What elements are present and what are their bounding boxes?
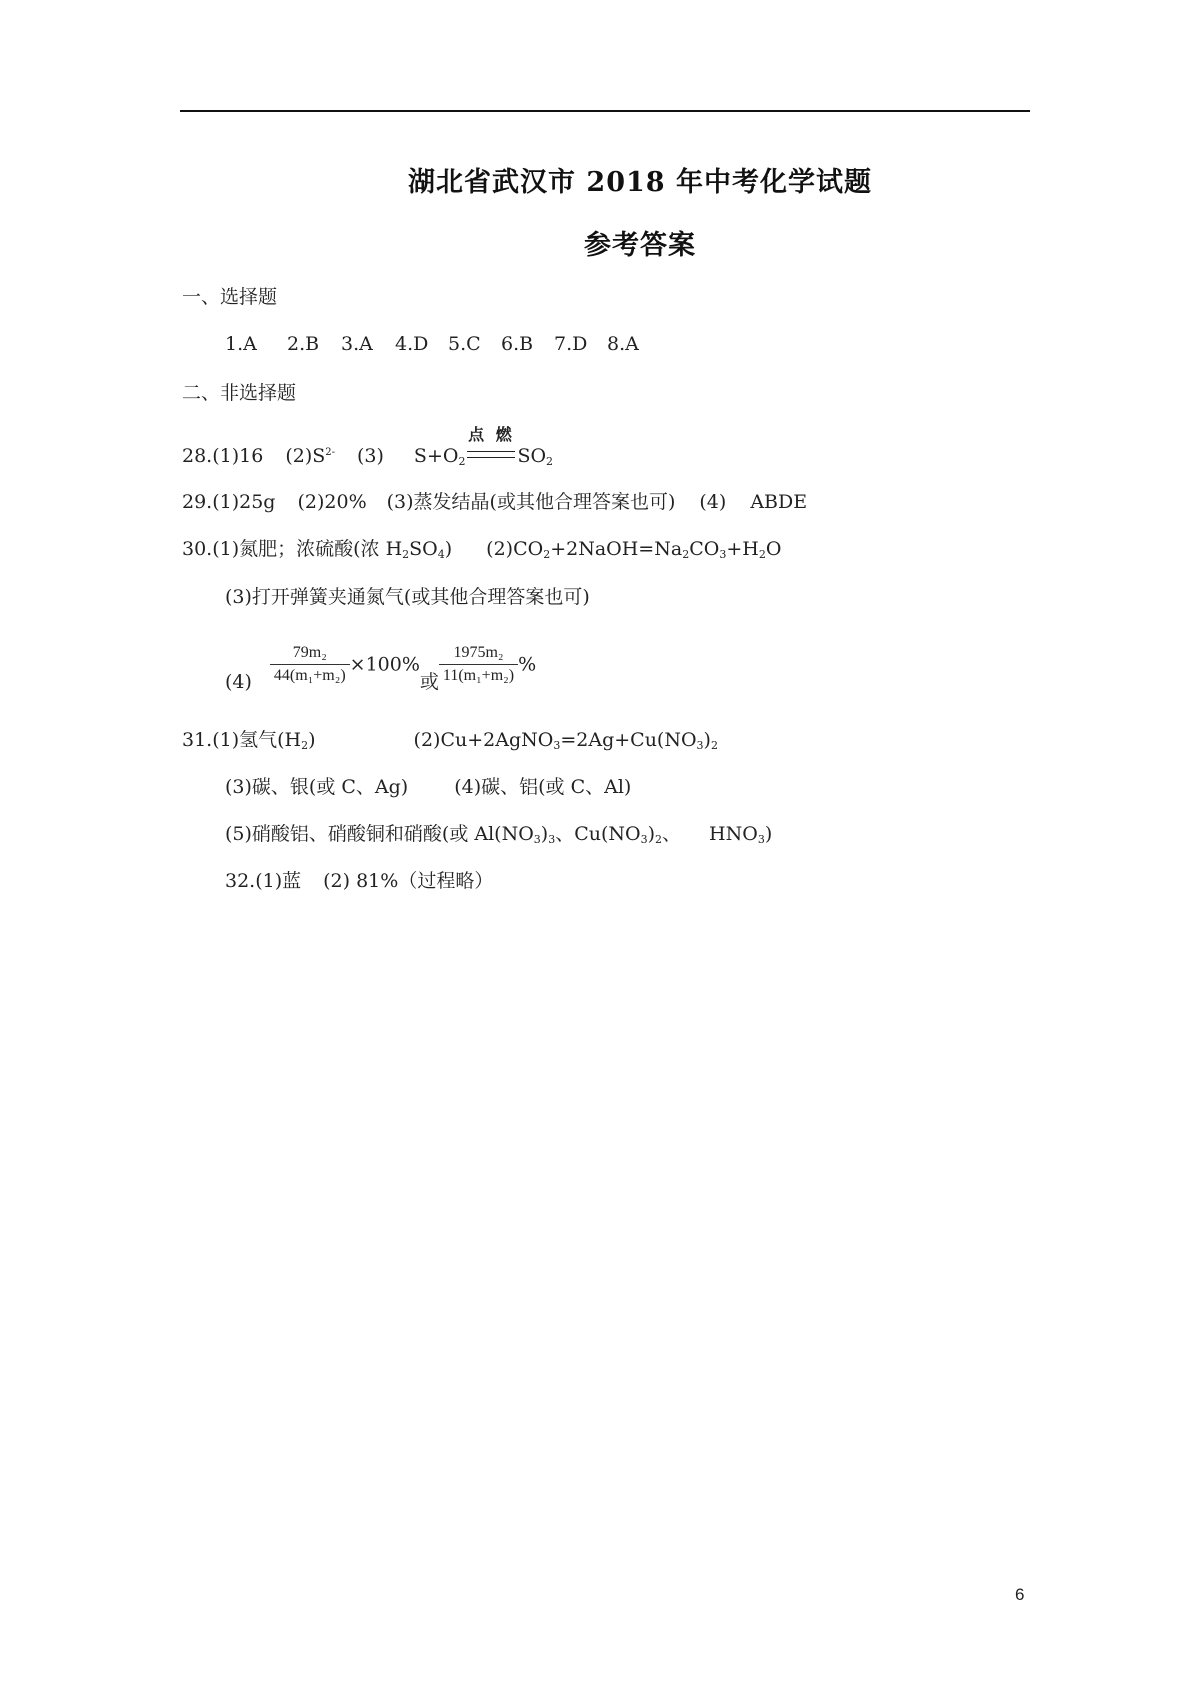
answer-32-part1: 32.(1)蓝 xyxy=(225,870,302,892)
choice-answer: 2.B xyxy=(287,333,320,355)
answer-28-part1: 28.(1)16 xyxy=(182,445,264,467)
fraction-2-suffix: % xyxy=(518,653,537,676)
answer-30-part3: (3)打开弹簧夹通氮气(或其他合理答案也可) xyxy=(225,586,590,608)
answer-31-part5: (5)硝酸铝、硝酸铜和硝酸(或 $Al(NO_3)_3$、$Cu(NO_3)_2$、 $HNO_3$) xyxy=(225,823,773,846)
answer-30-part1: 30.(1)氮肥；浓硫酸(浓 $H_2SO_4$) xyxy=(182,538,453,561)
fraction-2 xyxy=(439,642,518,687)
answer-30-part4 xyxy=(225,642,537,693)
fraction-1-numerator: 79m₂ xyxy=(270,642,350,665)
answer-28 xyxy=(182,425,554,475)
answer-32 xyxy=(225,868,493,894)
choice-answer: 6.B xyxy=(501,333,534,355)
choice-answer: 7.D xyxy=(554,333,588,355)
answer-29 xyxy=(182,489,807,515)
fraction-1-suffix: ×100% xyxy=(349,653,420,676)
answer-29-part2: (2)20% xyxy=(297,491,367,513)
answer-31-part1: 31.(1)氢气$(H_2)$ xyxy=(182,729,316,752)
combustion-equation: $S+O_2$ 点 燃 $SO_2$ xyxy=(413,425,554,468)
answer-31-line1 xyxy=(182,727,718,759)
or-connector: 或 xyxy=(419,671,439,693)
answer-32-part2: (2) 81%（过程略） xyxy=(323,870,494,892)
answer-30-line1 xyxy=(182,536,781,568)
answer-31-part4: (4)碳、铝(或 C、Al) xyxy=(454,776,632,798)
answer-30-part2: $(2)CO_2+2NaOH=Na_2CO_3+H_2O$ xyxy=(486,538,782,561)
answer-28-part2: $(2)S^{2-}$ xyxy=(285,445,335,467)
answer-31-line2 xyxy=(225,774,631,800)
fraction-1 xyxy=(270,642,350,687)
fraction-2-denominator: 11(m₁+m₂) xyxy=(442,667,515,684)
section-heading-choice: 一、选择题 xyxy=(182,286,278,308)
choice-answer: 4.D xyxy=(395,333,429,355)
answer-29-part1: 29.(1)25g xyxy=(182,491,276,513)
fraction-2-numerator: 1975m₂ xyxy=(439,642,518,665)
section-heading-nonchoice: 二、非选择题 xyxy=(182,382,297,404)
answer-29-part3: (3)蒸发结晶(或其他合理答案也可) xyxy=(386,491,676,513)
answer-29-part4: ABDE xyxy=(750,491,808,513)
page-number: 6 xyxy=(1015,1585,1025,1604)
answer-31-part2: $(2)Cu+2AgNO_3=2Ag+Cu(NO_3)_2$ xyxy=(413,729,718,752)
choice-answer: 5.C xyxy=(448,333,481,355)
answer-31-part3: (3)碳、银(或 C、Ag) xyxy=(225,776,409,798)
answer-28-part3-label: (3) xyxy=(357,445,384,467)
answer-29-part4-label: (4) xyxy=(699,491,727,513)
choice-answer: 3.A xyxy=(341,333,373,355)
header-rule xyxy=(180,110,1030,112)
document-subtitle: 参考答案 xyxy=(584,230,696,261)
document-title: 湖北省武汉市 2018 年中考化学试题 xyxy=(408,167,872,198)
choice-answer: 8.A xyxy=(607,333,639,355)
choice-answer: 1.A xyxy=(225,333,257,355)
answer-30-part4-label: (4) xyxy=(225,671,252,693)
fraction-1-denominator: 44(m₁+m₂) xyxy=(273,667,346,684)
